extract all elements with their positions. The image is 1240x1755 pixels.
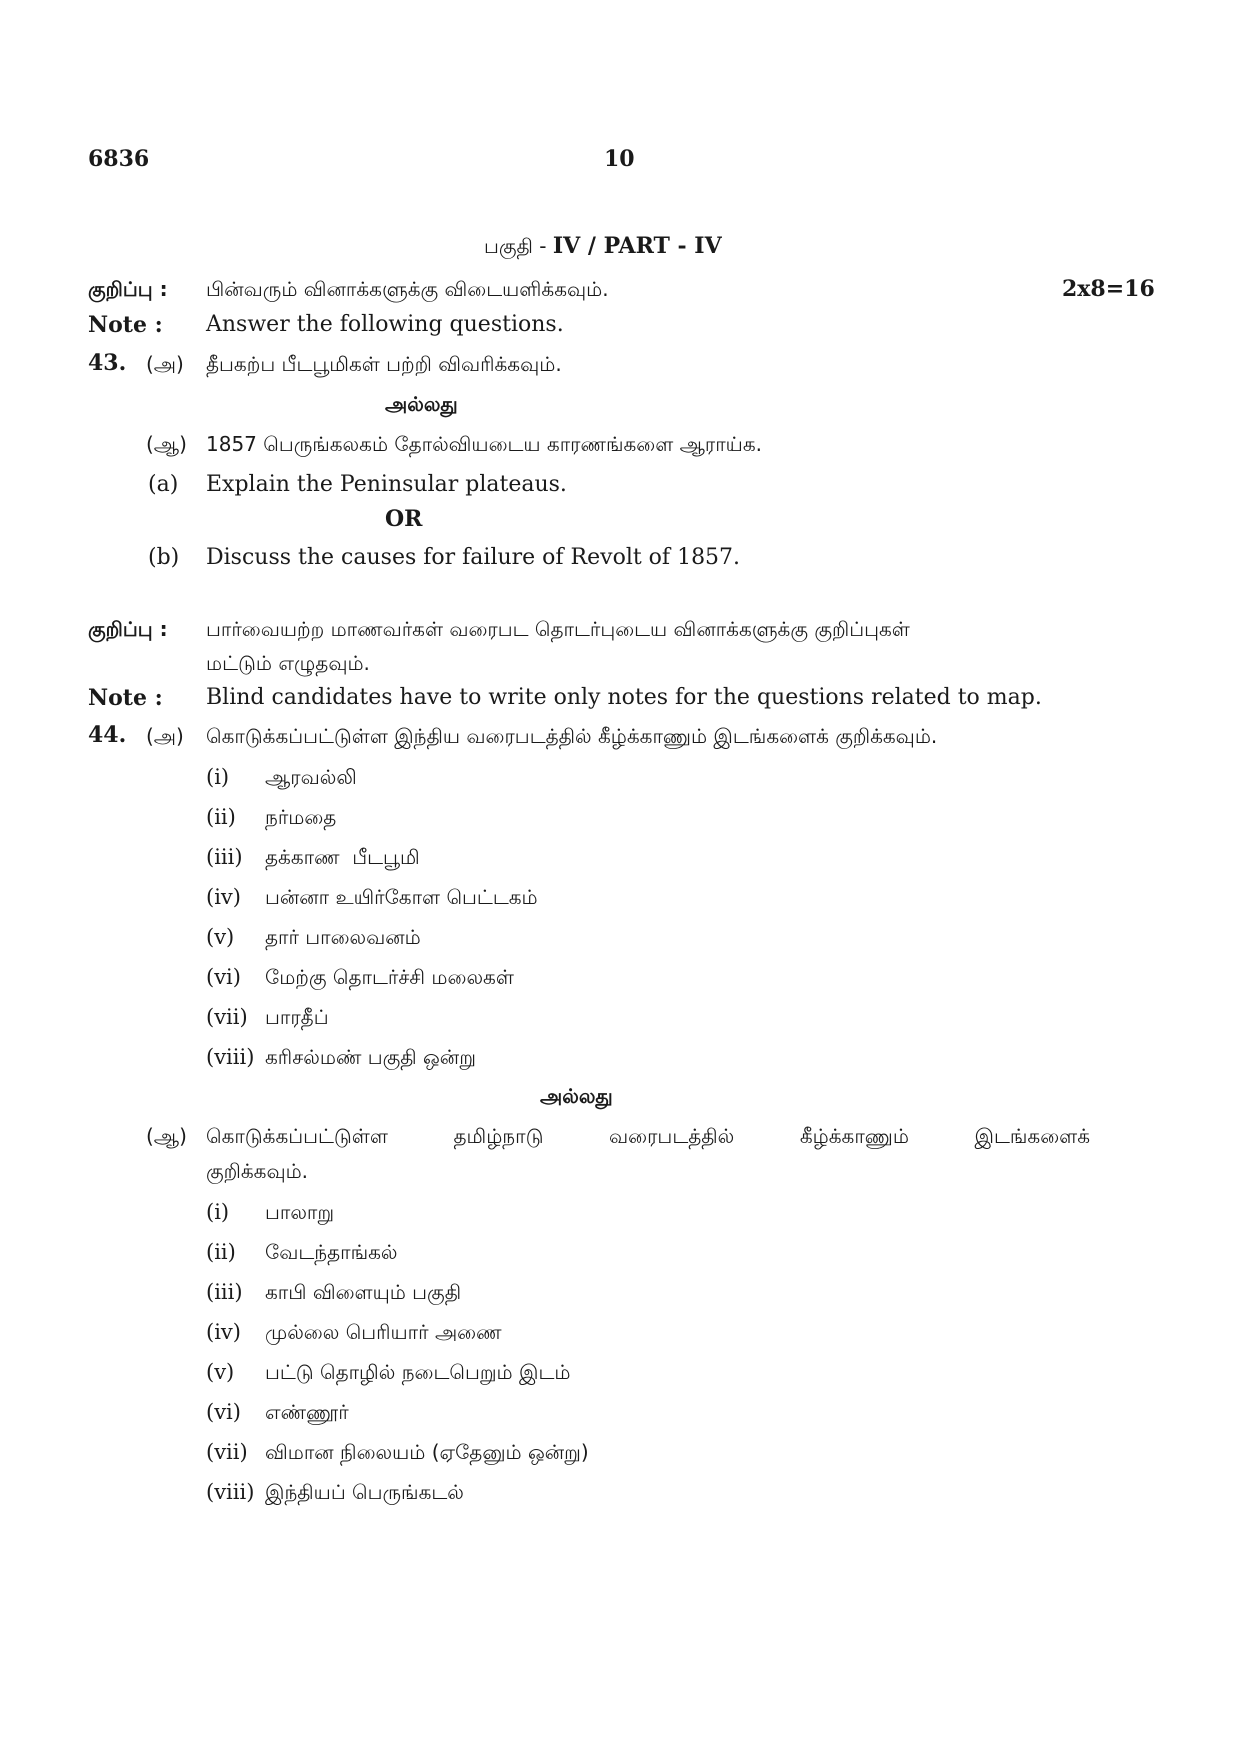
list-item-number: (iv) [206, 885, 241, 909]
note-label-english: Note : [88, 312, 163, 338]
question-number: 43. [88, 350, 127, 376]
page-number: 10 [604, 146, 635, 172]
list-item-text: தக்காண பீடபூமி [265, 845, 420, 869]
list-item [206, 1005, 966, 1045]
place-list-tamil-nadu [206, 1200, 966, 1520]
option-label: (ஆ) [146, 432, 187, 456]
list-item [206, 805, 966, 845]
list-item-text: பன்னா உயிர்கோள பெட்டகம் [265, 885, 538, 909]
note-text-tamil: பார்வையற்ற மாணவர்கள் வரைபட தொடர்புடைய வினாக்களுக்கு குறிப்புகள் [206, 617, 910, 641]
list-item [206, 765, 966, 805]
list-item-number: (i) [206, 1200, 230, 1224]
note-label-tamil: குறிப்பு : [88, 277, 168, 301]
marks-allocation: 2x8=16 [1062, 276, 1155, 302]
option-label: (ஆ) [146, 1124, 187, 1148]
note-label-english: Note : [88, 685, 163, 711]
question-text-tamil: 1857 பெருங்கலகம் தோல்வியடைய காரணங்களை ஆராய்க. [206, 432, 762, 456]
note-label-tamil: குறிப்பு : [88, 617, 168, 641]
list-item-text: பாரதீப் [265, 1005, 329, 1029]
list-item-text: பட்டு தொழில் நடைபெறும் இடம் [265, 1360, 571, 1384]
list-item-number: (vi) [206, 1400, 241, 1424]
question-text-tamil: கொடுக்கப்பட்டுள்ள தமிழ்நாடு வரைபடத்தில் கீழ்க்காணும் இடங்களைக் [206, 1124, 1090, 1148]
option-label: (b) [148, 545, 180, 570]
part-title-tamil: பகுதி - [484, 234, 553, 258]
list-item-text: விமான நிலையம் (ஏதேனும் ஒன்று) [265, 1440, 589, 1464]
list-item-text: காபி விளையும் பகுதி [265, 1280, 462, 1304]
list-item-number: (v) [206, 1360, 235, 1384]
question-text-english: Discuss the causes for failure of Revolt of 1857. [206, 545, 741, 570]
list-item [206, 965, 966, 1005]
list-item [206, 1320, 966, 1360]
list-item-text: எண்ணூர் [265, 1400, 349, 1424]
list-item [206, 1280, 966, 1320]
question-text-tamil: கொடுக்கப்பட்டுள்ள இந்திய வரைபடத்தில் கீழ்க்காணும் இடங்களைக் குறிக்கவும். [206, 724, 938, 748]
or-divider-tamil: அல்லது [540, 1084, 613, 1108]
list-item-text: வேடந்தாங்கல் [265, 1240, 398, 1264]
list-item [206, 1240, 966, 1280]
list-item-number: (vii) [206, 1005, 248, 1029]
list-item [206, 1400, 966, 1440]
list-item-text: கரிசல்மண் பகுதி ஒன்று [265, 1045, 476, 1069]
question-number: 44. [88, 722, 127, 748]
list-item-number: (v) [206, 925, 235, 949]
list-item-text: ஆரவல்லி [265, 765, 357, 789]
list-item [206, 1045, 966, 1085]
question-text-tamil: தீபகற்ப பீடபூமிகள் பற்றி விவரிக்கவும். [206, 352, 562, 376]
list-item-number: (viii) [206, 1480, 255, 1504]
list-item [206, 1480, 966, 1520]
or-divider-english: OR [385, 506, 423, 532]
question-text-tamil: குறிக்கவும். [206, 1159, 309, 1183]
list-item-text: நர்மதை [265, 805, 337, 829]
list-item-text: முல்லை பெரியார் அணை [265, 1320, 502, 1344]
note-text-english: Blind candidates have to write only notes for the questions related to map. [206, 685, 1042, 710]
list-item [206, 1360, 966, 1400]
question-text-english: Explain the Peninsular plateaus. [206, 472, 567, 497]
list-item [206, 885, 966, 925]
list-item-text: பாலாறு [265, 1200, 335, 1224]
note-text-tamil: மட்டும் எழுதவும். [206, 651, 370, 675]
list-item-number: (iv) [206, 1320, 241, 1344]
option-label: (அ) [146, 352, 184, 376]
list-item [206, 925, 966, 965]
list-item-number: (ii) [206, 1240, 236, 1264]
list-item [206, 845, 966, 885]
or-divider-tamil: அல்லது [385, 392, 458, 416]
list-item [206, 1200, 966, 1240]
part-title [484, 233, 722, 261]
note-text-tamil: பின்வரும் வினாக்களுக்கு விடையளிக்கவும். [206, 277, 609, 301]
paper-code: 6836 [88, 146, 150, 172]
list-item-number: (vi) [206, 965, 241, 989]
list-item-number: (i) [206, 765, 230, 789]
list-item [206, 1440, 966, 1480]
option-label: (a) [148, 472, 179, 497]
place-list-india [206, 765, 966, 1085]
list-item-text: தார் பாலைவனம் [265, 925, 421, 949]
part-title-english: IV / PART - IV [552, 233, 722, 259]
note-text-english: Answer the following questions. [206, 312, 564, 337]
list-item-number: (viii) [206, 1045, 255, 1069]
list-item-number: (iii) [206, 1280, 243, 1304]
option-label: (அ) [146, 724, 184, 748]
list-item-number: (ii) [206, 805, 236, 829]
list-item-number: (vii) [206, 1440, 248, 1464]
list-item-number: (iii) [206, 845, 243, 869]
list-item-text: மேற்கு தொடர்ச்சி மலைகள் [265, 965, 514, 989]
list-item-text: இந்தியப் பெருங்கடல் [265, 1480, 464, 1504]
